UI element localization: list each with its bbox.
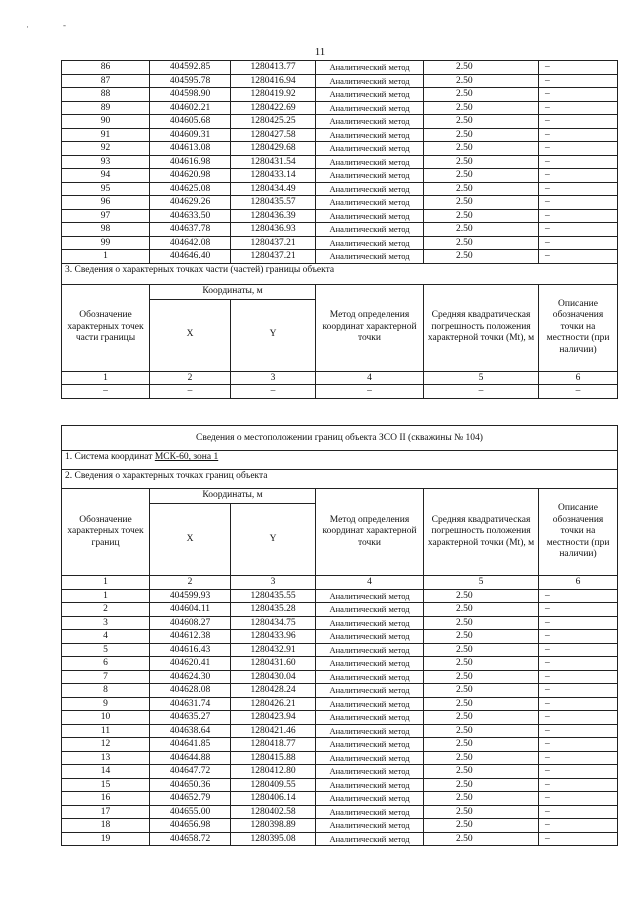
zso-boundary-table [61,425,618,846]
coord-y: 1280429.68 [231,142,316,156]
description: – [539,101,618,115]
description: – [539,643,618,657]
coord-y: 1280435.55 [231,589,316,603]
description: – [539,697,618,711]
description: – [539,630,618,644]
description: – [539,223,618,237]
point-id: 12 [62,738,150,752]
coord-y: 1280435.57 [231,196,316,210]
coord-x: 404595.78 [150,74,231,88]
point-id: 86 [62,61,150,75]
table-row [62,751,618,765]
description: – [539,115,618,129]
method: Аналитический метод [316,819,424,833]
error: 2.50 [424,819,539,833]
point-id: 16 [62,792,150,806]
coord-y: 1280412.80 [231,765,316,779]
description: – [539,236,618,250]
point-id: 92 [62,142,150,156]
coord-y: 1280433.14 [231,169,316,183]
description: – [539,589,618,603]
coord-x: 404599.93 [150,589,231,603]
table-row [62,657,618,671]
table-row [62,88,618,102]
point-id: 10 [62,711,150,725]
point-id: 9 [62,697,150,711]
point-id: 8 [62,684,150,698]
error: 2.50 [424,589,539,603]
method: Аналитический метод [316,182,424,196]
table-row [62,724,618,738]
description: – [539,832,618,846]
description: – [539,751,618,765]
col-header-point-part: Обозначение характерных точек части границы [62,284,150,371]
point-id: 91 [62,128,150,142]
table-row [62,61,618,75]
coord-y: 1280430.04 [231,670,316,684]
coord-x: 404631.74 [150,697,231,711]
error: 2.50 [424,832,539,846]
coord-y: 1280426.21 [231,697,316,711]
description: – [539,128,618,142]
coord-x: 404652.79 [150,792,231,806]
error: 2.50 [424,603,539,617]
table-row [62,711,618,725]
coord-y: 1280428.24 [231,684,316,698]
error: 2.50 [424,128,539,142]
coord-y: 1280427.58 [231,128,316,142]
column-numbers-row: 1 2 3 4 5 6 [62,576,618,590]
error: 2.50 [424,724,539,738]
coord-x: 404638.64 [150,724,231,738]
method: Аналитический метод [316,643,424,657]
coord-y: 1280421.46 [231,724,316,738]
table-row [62,223,618,237]
description: – [539,88,618,102]
method: Аналитический метод [316,88,424,102]
coord-x: 404658.72 [150,832,231,846]
method: Аналитический метод [316,74,424,88]
zso-title: Сведения о местоположении границ объекта ЗСО II (скважины № 104) [62,426,618,451]
error: 2.50 [424,101,539,115]
error: 2.50 [424,751,539,765]
coord-x: 404602.21 [150,101,231,115]
coord-y: 1280433.96 [231,630,316,644]
method: Аналитический метод [316,792,424,806]
table-row [62,832,618,846]
coord-x: 404620.41 [150,657,231,671]
error: 2.50 [424,765,539,779]
description: – [539,670,618,684]
method: Аналитический метод [316,751,424,765]
table-row [62,182,618,196]
coord-y: 1280415.88 [231,751,316,765]
table-row [62,684,618,698]
point-id: 4 [62,630,150,644]
point-id: 99 [62,236,150,250]
point-id: 94 [62,169,150,183]
col-header-point: Обозначение характерных точек границ [62,489,150,576]
error: 2.50 [424,182,539,196]
description: – [539,684,618,698]
coord-y: 1280434.49 [231,182,316,196]
error: 2.50 [424,88,539,102]
coord-x: 404605.68 [150,115,231,129]
method: Аналитический метод [316,196,424,210]
method: Аналитический метод [316,128,424,142]
coordinate-system-value: МСК-60, зона 1 [154,452,219,462]
method: Аналитический метод [316,155,424,169]
description: – [539,209,618,223]
coord-y: 1280432.91 [231,643,316,657]
error: 2.50 [424,115,539,129]
description: – [539,616,618,630]
point-id: 17 [62,805,150,819]
coord-x: 404641.85 [150,738,231,752]
coord-x: 404620.98 [150,169,231,183]
description: – [539,196,618,210]
method: Аналитический метод [316,169,424,183]
method: Аналитический метод [316,142,424,156]
method: Аналитический метод [316,616,424,630]
table-row [62,765,618,779]
point-id: 5 [62,643,150,657]
method: Аналитический метод [316,250,424,264]
coord-x: 404633.50 [150,209,231,223]
table-row [62,236,618,250]
description: – [539,792,618,806]
description: – [539,657,618,671]
table-row [62,616,618,630]
error: 2.50 [424,711,539,725]
point-id: 14 [62,765,150,779]
method: Аналитический метод [316,61,424,75]
description: – [539,711,618,725]
method: Аналитический метод [316,657,424,671]
coord-y: 1280395.08 [231,832,316,846]
method: Аналитический метод [316,778,424,792]
point-id: 7 [62,670,150,684]
section3-empty-row: – – – – – – [62,385,618,399]
description: – [539,74,618,88]
method: Аналитический метод [316,684,424,698]
coord-y: 1280425.25 [231,115,316,129]
method: Аналитический метод [316,236,424,250]
table-row [62,603,618,617]
point-id: 18 [62,819,150,833]
error: 2.50 [424,616,539,630]
coord-x: 404598.90 [150,88,231,102]
method: Аналитический метод [316,603,424,617]
coord-y: 1280436.93 [231,223,316,237]
error: 2.50 [424,792,539,806]
coord-y: 1280419.92 [231,88,316,102]
coordinate-system: 1. Система координат МСК-60, зона 1 [62,451,618,470]
point-id: 13 [62,751,150,765]
description: – [539,603,618,617]
table-row [62,74,618,88]
table-row [62,128,618,142]
col-header-description: Описание обозначения точки на местности (при наличии) [539,284,618,371]
error: 2.50 [424,657,539,671]
point-id: 3 [62,616,150,630]
error: 2.50 [424,236,539,250]
table-row [62,778,618,792]
point-id: 2 [62,603,150,617]
table-row [62,670,618,684]
error: 2.50 [424,684,539,698]
error: 2.50 [424,805,539,819]
coord-x: 404613.08 [150,142,231,156]
error: 2.50 [424,670,539,684]
error: 2.50 [424,169,539,183]
point-id: 11 [62,724,150,738]
point-id: 1 [62,250,150,264]
error: 2.50 [424,630,539,644]
description: – [539,724,618,738]
table-row [62,101,618,115]
point-id: 19 [62,832,150,846]
coord-x: 404609.31 [150,128,231,142]
point-id: 1 [62,589,150,603]
col-header-error: Средняя квадратическая погрешность положения характерной точки (Mt), м [424,489,539,576]
method: Аналитический метод [316,805,424,819]
description: – [539,155,618,169]
coord-x: 404612.38 [150,630,231,644]
coord-y: 1280416.94 [231,74,316,88]
method: Аналитический метод [316,724,424,738]
table-row [62,142,618,156]
table-row [62,250,618,264]
table-row [62,819,618,833]
table-row [62,589,618,603]
col-header-x: X [150,504,231,576]
coord-x: 404592.85 [150,61,231,75]
coord-x: 404625.08 [150,182,231,196]
method: Аналитический метод [316,765,424,779]
description: – [539,142,618,156]
error: 2.50 [424,697,539,711]
col-header-coords: Координаты, м [150,489,316,504]
col-header-y: Y [231,504,316,576]
point-id: 96 [62,196,150,210]
method: Аналитический метод [316,101,424,115]
description: – [539,765,618,779]
table-row [62,115,618,129]
method: Аналитический метод [316,223,424,237]
coord-x: 404616.98 [150,155,231,169]
error: 2.50 [424,209,539,223]
description: – [539,805,618,819]
coord-x: 404650.36 [150,778,231,792]
error: 2.50 [424,142,539,156]
table-row [62,630,618,644]
table-row [62,209,618,223]
coord-y: 1280398.89 [231,819,316,833]
table-row [62,155,618,169]
error: 2.50 [424,778,539,792]
coord-x: 404629.26 [150,196,231,210]
error: 2.50 [424,61,539,75]
description: – [539,182,618,196]
method: Аналитический метод [316,832,424,846]
coord-x: 404616.43 [150,643,231,657]
col-header-error: Средняя квадратическая погрешность положения характерной точки (Mt), м [424,284,539,371]
point-id: 95 [62,182,150,196]
coord-y: 1280423.94 [231,711,316,725]
coord-x: 404655.00 [150,805,231,819]
section3-title: 3. Сведения о характерных точках части (частей) границы объекта [62,263,618,284]
method: Аналитический метод [316,115,424,129]
coord-y: 1280437.21 [231,236,316,250]
description: – [539,819,618,833]
description: – [539,778,618,792]
col-header-x: X [150,299,231,371]
method: Аналитический метод [316,589,424,603]
error: 2.50 [424,250,539,264]
method: Аналитический метод [316,630,424,644]
table-row [62,196,618,210]
col-header-method: Метод определения координат характерной точки [316,284,424,371]
table-row [62,792,618,806]
coord-y: 1280431.60 [231,657,316,671]
coord-x: 404635.27 [150,711,231,725]
coord-x: 404647.72 [150,765,231,779]
description: – [539,738,618,752]
table-row [62,169,618,183]
point-id: 97 [62,209,150,223]
point-id: 6 [62,657,150,671]
error: 2.50 [424,155,539,169]
coord-x: 404644.88 [150,751,231,765]
description: – [539,169,618,183]
coord-x: 404604.11 [150,603,231,617]
coord-x: 404642.08 [150,236,231,250]
coord-x: 404608.27 [150,616,231,630]
col-header-method: Метод определения координат характерной точки [316,489,424,576]
error: 2.50 [424,223,539,237]
page-number: 11 [314,46,326,58]
section2-title: 2. Сведения о характерных точках границ объекта [62,470,618,489]
coord-y: 1280409.55 [231,778,316,792]
table-row [62,643,618,657]
coord-y: 1280435.28 [231,603,316,617]
coord-y: 1280422.69 [231,101,316,115]
coord-y: 1280418.77 [231,738,316,752]
scan-mark: - [63,20,66,30]
error: 2.50 [424,74,539,88]
method: Аналитический метод [316,209,424,223]
coord-x: 404656.98 [150,819,231,833]
coord-y: 1280413.77 [231,61,316,75]
error: 2.50 [424,738,539,752]
coord-y: 1280436.39 [231,209,316,223]
coord-x: 404637.78 [150,223,231,237]
coord-x: 404628.08 [150,684,231,698]
table-row [62,805,618,819]
error: 2.50 [424,196,539,210]
error: 2.50 [424,643,539,657]
coord-y: 1280431.54 [231,155,316,169]
coord-y: 1280437.21 [231,250,316,264]
coord-y: 1280406.14 [231,792,316,806]
point-id: 15 [62,778,150,792]
col-header-coords: Координаты, м [150,284,316,299]
coord-y: 1280402.58 [231,805,316,819]
point-id: 88 [62,88,150,102]
method: Аналитический метод [316,711,424,725]
method: Аналитический метод [316,670,424,684]
point-id: 90 [62,115,150,129]
boundary-points-table-continued [61,60,618,399]
method: Аналитический метод [316,697,424,711]
method: Аналитический метод [316,738,424,752]
scan-mark: · [26,22,29,32]
table-row [62,738,618,752]
coord-x: 404624.30 [150,670,231,684]
coord-y: 1280434.75 [231,616,316,630]
point-id: 87 [62,74,150,88]
description: – [539,61,618,75]
coord-x: 404646.40 [150,250,231,264]
col-header-description: Описание обозначения точки на местности (при наличии) [539,489,618,576]
table-row [62,697,618,711]
point-id: 93 [62,155,150,169]
point-id: 98 [62,223,150,237]
point-id: 89 [62,101,150,115]
description: – [539,250,618,264]
col-header-y: Y [231,299,316,371]
column-numbers-row: 1 2 3 4 5 6 [62,371,618,385]
